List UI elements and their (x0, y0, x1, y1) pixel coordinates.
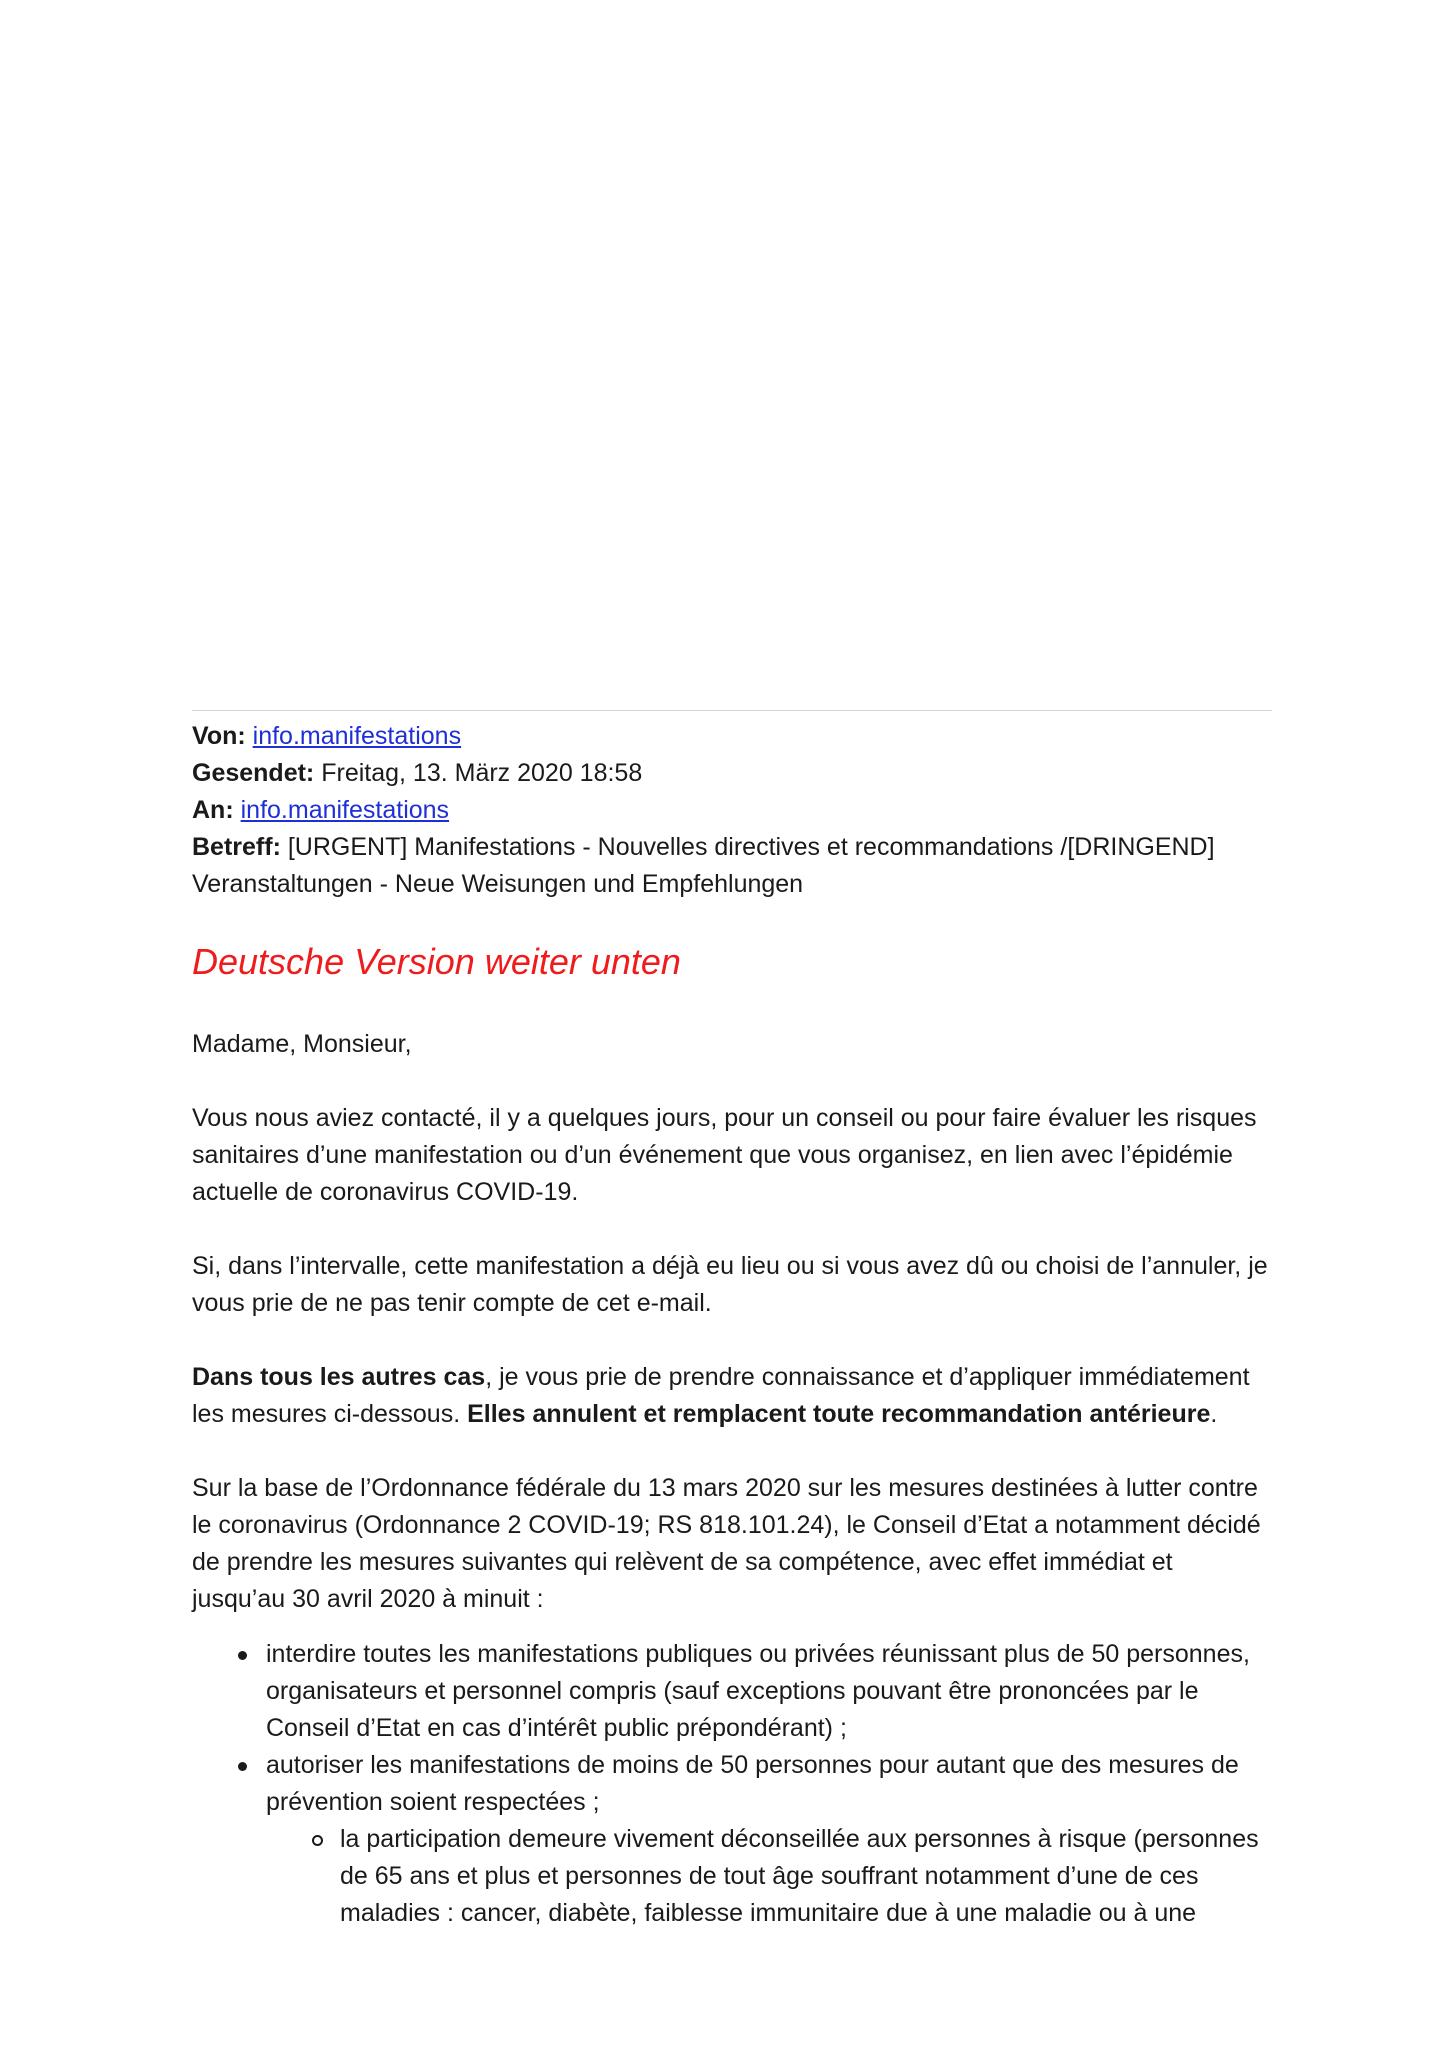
sub-list-item (192, 1821, 1272, 1932)
from-label: Von: (192, 722, 246, 750)
paragraph-text: . (1210, 1400, 1218, 1428)
from-line (192, 718, 1272, 755)
to-link[interactable]: info.manifestations (240, 796, 450, 824)
paragraph-line: de prendre les mesures suivantes qui relèvent de sa compétence, avec effet immédiat et (192, 1548, 1173, 1576)
subject-continuation: Veranstaltungen - Neue Weisungen und Empfehlungen (192, 870, 804, 898)
bold-phrase: Dans tous les autres cas (192, 1363, 486, 1391)
header-divider (192, 710, 1272, 711)
sub-list-item-line: la participation demeure vivement déconseillée aux personnes à risque (personnes (340, 1825, 1259, 1853)
paragraph-text: les mesures ci-dessous. (192, 1400, 468, 1428)
bold-phrase: Elles annulent et remplacent toute recommandation antérieure (467, 1400, 1211, 1428)
paragraph-line: vous prie de ne pas tenir compte de cet e-mail. (192, 1289, 712, 1317)
paragraph-line: Si, dans l’intervalle, cette manifestation a déjà eu lieu ou si vous avez dû ou choisi de l’annuler, je (192, 1252, 1268, 1280)
paragraph-line: jusqu’au 30 avril 2020 à minuit : (192, 1585, 544, 1613)
paragraph-ordinance (192, 1470, 1272, 1618)
from-link[interactable]: info.manifestations (252, 722, 462, 750)
paragraph-line (192, 1396, 1272, 1433)
paragraph-ignore (192, 1248, 1272, 1322)
sub-list-item-line: maladies : cancer, diabète, faiblesse immunitaire due à une maladie ou à une (340, 1899, 1197, 1927)
sent-label: Gesendet: (192, 759, 315, 787)
paragraph-line: Vous nous aviez contacté, il y a quelques jours, pour un conseil ou pour faire évaluer les risques (192, 1104, 1257, 1132)
list-item (192, 1636, 1272, 1747)
paragraph-contact (192, 1100, 1272, 1211)
measures-list (192, 1636, 1272, 1932)
greeting-text: Madame, Monsieur, (192, 1030, 412, 1058)
to-label: An: (192, 796, 234, 824)
subject-text-1: [URGENT] Manifestations - Nouvelles directives et recommandations /[DRINGEND] (287, 833, 1215, 861)
list-item-line: autoriser les manifestations de moins de 50 personnes pour autant que des mesures de (266, 1751, 1239, 1779)
email-header (192, 718, 1272, 903)
paragraph-line: Sur la base de l’Ordonnance fédérale du 13 mars 2020 sur les mesures destinées à lutter contre (192, 1474, 1258, 1502)
list-item-line: prévention soient respectées ; (266, 1788, 600, 1816)
bullet-icon (238, 1651, 247, 1660)
list-item-line: interdire toutes les manifestations publiques ou privées réunissant plus de 50 personnes, (266, 1640, 1250, 1668)
sub-list-item-line: de 65 ans et plus et personnes de tout âge souffrant notamment d’une de ces (340, 1862, 1199, 1890)
paragraph-other-cases (192, 1359, 1272, 1433)
paragraph-line: sanitaires d’une manifestation ou d’un événement que vous organisez, en lien avec l’épidémie (192, 1141, 1233, 1169)
sent-value: Freitag, 13. März 2020 18:58 (321, 759, 643, 787)
list-item-line: Conseil d’Etat en cas d’intérêt public prépondérant) ; (266, 1714, 847, 1742)
paragraph-line: le coronavirus (Ordonnance 2 COVID-19; RS 818.101.24), le Conseil d’Etat a notamment décidé (192, 1511, 1261, 1539)
paragraph-line (192, 1359, 1272, 1396)
bullet-icon (238, 1762, 247, 1771)
hollow-bullet-icon (312, 1835, 323, 1846)
to-line (192, 792, 1272, 829)
sent-line (192, 755, 1272, 792)
paragraph-text: , je vous prie de prendre connaissance et d’appliquer immédiatement (485, 1363, 1250, 1391)
subject-label: Betreff: (192, 833, 281, 861)
german-version-notice: Deutsche Version weiter unten (192, 941, 681, 982)
subject-line (192, 829, 1272, 866)
list-item-line: organisateurs et personnel compris (sauf exceptions pouvant être prononcées par le (266, 1677, 1199, 1705)
greeting (192, 1026, 1272, 1063)
paragraph-line: actuelle de coronavirus COVID-19. (192, 1178, 579, 1206)
list-item (192, 1747, 1272, 1821)
